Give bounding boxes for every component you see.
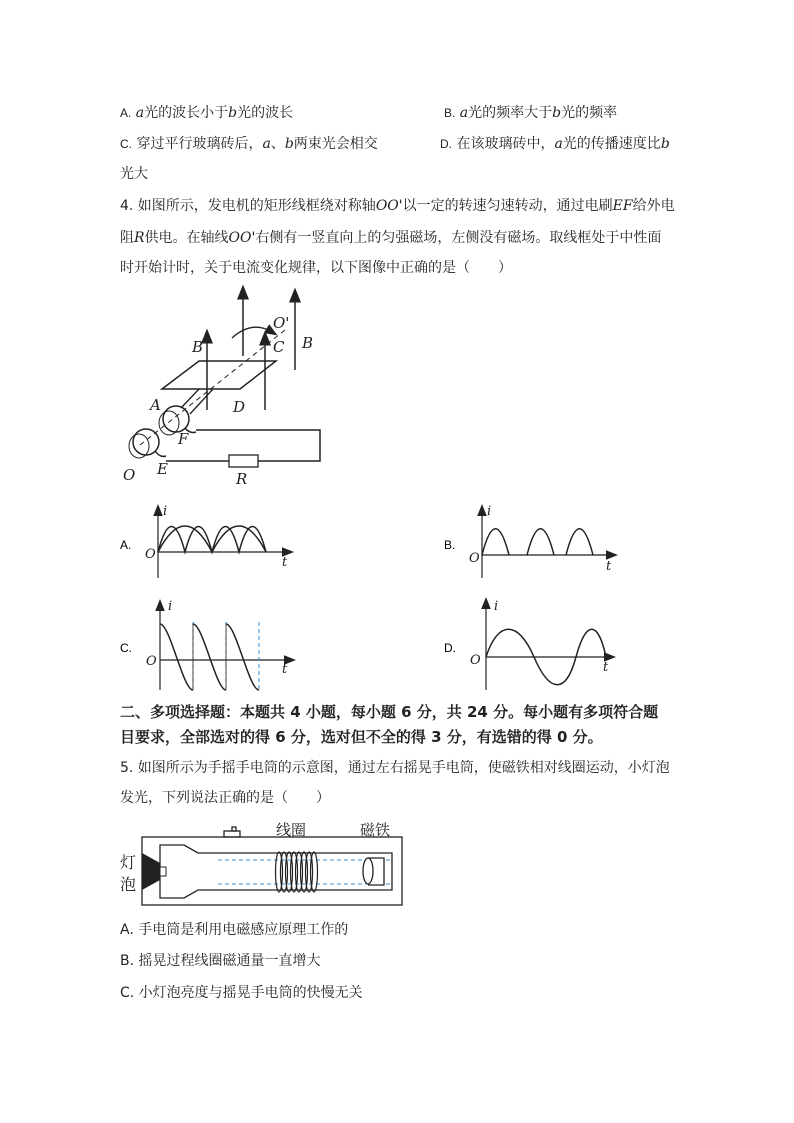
section2-heading-line1: 二、多项选择题：本题共 4 小题，每小题 6 分，共 24 分。每小题有多项符合题 [120, 703, 659, 721]
q3-option-a: A. a光的波长小于b光的波长 [120, 105, 294, 121]
label-b-left: B [192, 338, 204, 356]
q5-option-a: A. 手电筒是利用电磁感应原理工作的 [120, 922, 349, 938]
q3-option-b: B. a光的频率大于b光的频率 [444, 105, 618, 121]
label-bulb-1: 灯 [120, 853, 137, 872]
q5-stem-line1: 5. 如图所示为手摇手电筒的示意图，通过左右摇晃手电筒，使磁铁相对线圈运动，小灯泡 [120, 760, 670, 776]
label-d: D [233, 398, 246, 416]
magnet [363, 858, 384, 885]
svg-text:i: i [487, 504, 492, 519]
label-magnet: 磁铁 [360, 821, 391, 839]
q4-stem-line3: 时开始计时，关于电流变化规律，以下图像中正确的是（ ） [120, 260, 512, 276]
q4-stem-line1: 4. 如图所示，发电机的矩形线框绕对称轴OO'以一定的转速匀速转动，通过电刷EF给外电 [120, 198, 675, 214]
svg-text:O: O [470, 653, 481, 668]
q3-option-c: C. 穿过平行玻璃砖后，a、b两束光会相交 [120, 136, 378, 152]
svg-text:O: O [146, 654, 157, 669]
q5-stem-line2: 发光，下列说法正确的是（ ） [120, 790, 330, 806]
svg-text:t: t [603, 660, 609, 675]
label-o-prime: O' [273, 314, 290, 332]
bulb [142, 853, 160, 890]
section2-heading-line2: 目要求，全部选对的得 6 分，选对但不全的得 3 分，有选错的得 0 分。 [120, 728, 603, 746]
q3-option-d: D. 在该玻璃砖中，a光的传播速度比b [440, 136, 670, 152]
label-coil: 线圈 [276, 821, 307, 839]
label-o: O [123, 466, 136, 484]
svg-text:i: i [163, 504, 168, 519]
svg-text:i: i [168, 599, 173, 614]
svg-text:D.: D. [444, 641, 456, 655]
label-a: A [150, 396, 161, 414]
svg-text:B.: B. [444, 538, 456, 552]
q5-option-c: C. 小灯泡亮度与摇晃手电筒的快慢无关 [120, 985, 363, 1001]
svg-text:C.: C. [120, 641, 132, 655]
svg-text:t: t [606, 559, 612, 574]
q4-stem-line2: 阻R供电。在轴线OO'右侧有一竖直向上的匀强磁场，左侧没有磁场。取线框处于中性面 [120, 230, 662, 246]
label-c: C [273, 338, 285, 356]
label-r: R [236, 470, 248, 488]
svg-text:O: O [145, 547, 156, 562]
svg-text:A.: A. [120, 538, 132, 552]
q3-option-d-wrap: 光大 [120, 166, 148, 182]
label-b-right: B [302, 334, 314, 352]
svg-text:t: t [282, 662, 288, 677]
q5-option-b: B. 摇晃过程线圈磁通量一直增大 [120, 953, 321, 969]
label-e: E [157, 460, 168, 478]
svg-text:i: i [494, 599, 499, 614]
svg-text:t: t [282, 555, 288, 570]
svg-text:O: O [469, 551, 480, 566]
coil [276, 852, 318, 892]
label-f: F [178, 430, 189, 448]
label-bulb-2: 泡 [120, 875, 137, 894]
switch [224, 831, 240, 837]
